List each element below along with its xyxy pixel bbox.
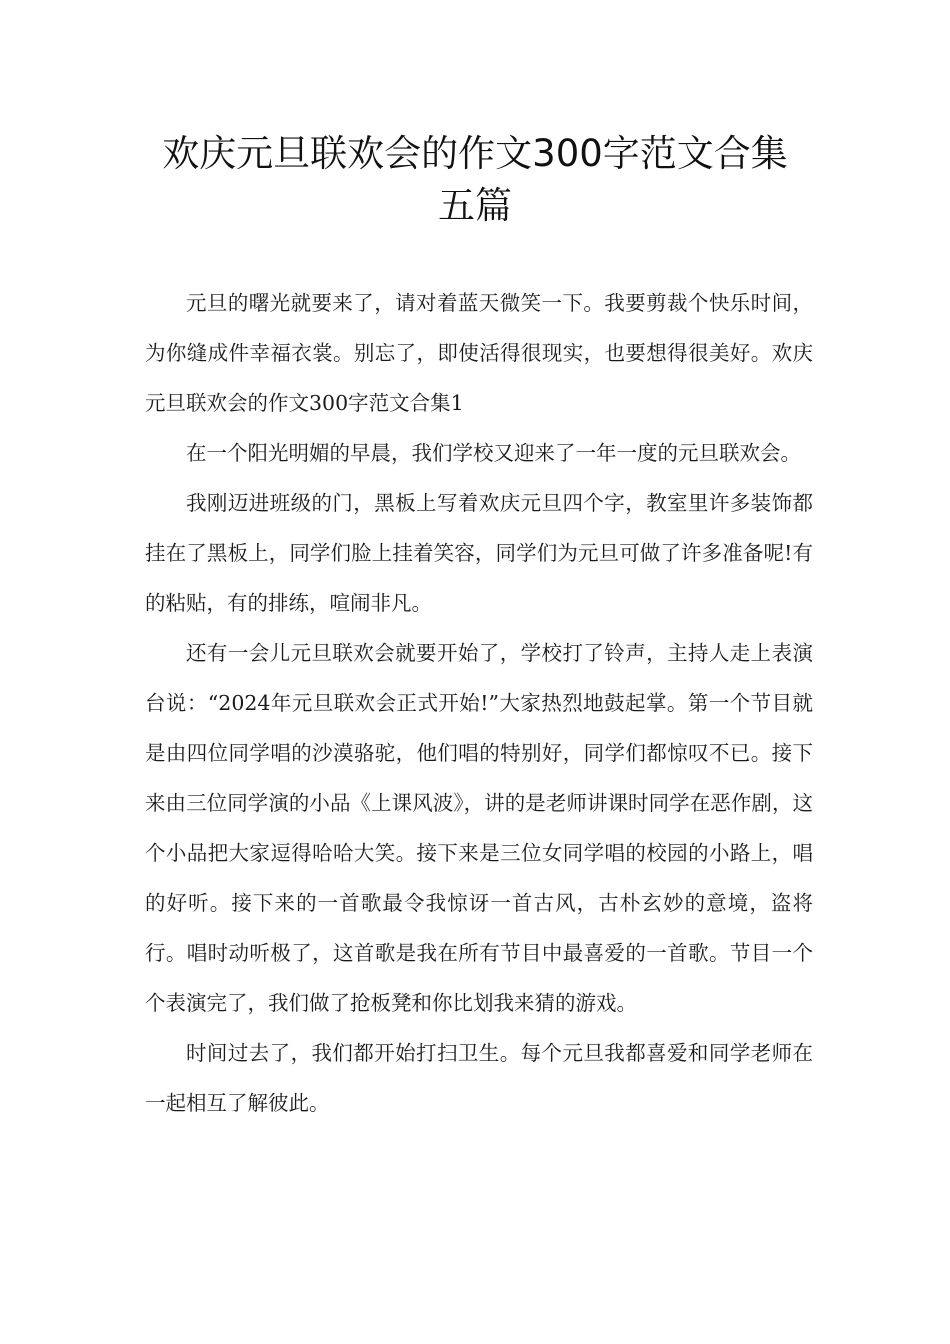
- document-title: [100, 128, 850, 232]
- document-body: [145, 278, 813, 1128]
- title-line-2: 五篇: [438, 184, 512, 227]
- paragraph-morning: 在一个阳光明媚的早晨，我们学校又迎来了一年一度的元旦联欢会。: [186, 441, 801, 465]
- title-line-1: 欢庆元旦联欢会的作文300字范文合集: [162, 132, 788, 175]
- paragraph-closing: 时间过去了，我们都开始打扫卫生。每个元旦我都喜爱和同学老师在一起相互了解彼此。: [145, 1041, 813, 1115]
- paragraph-intro: 元旦的曙光就要来了，请对着蓝天微笑一下。我要剪裁个快乐时间，为你缝成件幸福衣裳。别忘了，即使活得很现实，也要想得很美好。欢庆元旦联欢会的作文300字范文合集1: [145, 291, 813, 415]
- paragraph-classroom: 我刚迈进班级的门，黑板上写着欢庆元旦四个字，教室里许多装饰都挂在了黑板上，同学们脸上挂着笑容，同学们为元旦可做了许多准备呢!有的粘贴，有的排练，喧闹非凡。: [145, 491, 813, 615]
- paragraph-performances: 还有一会儿元旦联欢会就要开始了，学校打了铃声，主持人走上表演台说：“2024年元旦联欢会正式开始!”大家热烈地鼓起掌。第一个节目就是由四位同学唱的沙漠骆驼，他们唱的特别好，同学们都惊叹不已。接下来由三位同学演的小品《上课风波》，讲的是老师讲课时同学在恶作剧，这个小品把大家逗得哈哈大笑。接下来是三位女同学唱的校园的小路上，唱的好听。接下来的一首歌最令我惊讶一首古风，古朴玄妙的意境，盗将行。唱时动听极了，这首歌是我在所有节目中最喜爱的一首歌。节目一个个表演完了，我们做了抢板凳和你比划我来猜的游戏。: [145, 641, 813, 1015]
